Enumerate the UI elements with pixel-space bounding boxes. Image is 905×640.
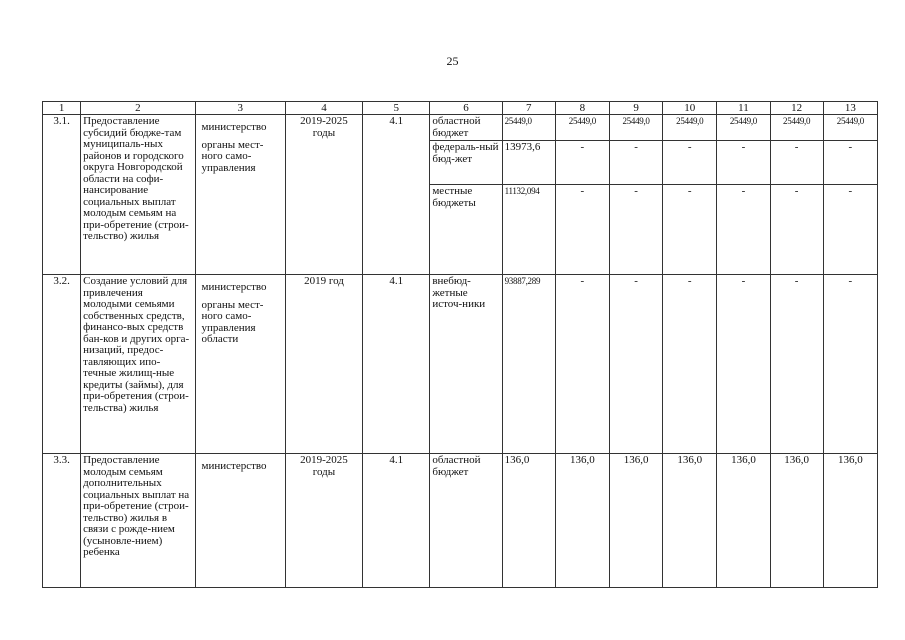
funding-value: 136,0 [609, 454, 662, 588]
page-number: 25 [446, 54, 459, 68]
funding-value: - [663, 275, 717, 454]
column-number: 1 [43, 102, 81, 115]
implementation-years: 2019 год [285, 275, 362, 454]
funding-value: 136,0 [770, 454, 823, 588]
funding-value: - [823, 141, 877, 185]
funding-value: - [609, 185, 662, 275]
executor-primary: министерство [201, 460, 267, 472]
funding-value: 25449,0 [717, 115, 770, 141]
funding-value: - [770, 275, 823, 454]
implementation-years: 2019-2025 годы [285, 115, 362, 275]
funding-value: 13973,6 [502, 141, 555, 185]
funding-value: 25449,0 [770, 115, 823, 141]
column-number: 8 [555, 102, 609, 115]
column-number: 7 [502, 102, 555, 115]
implementation-years: 2019-2025 годы [285, 454, 362, 588]
executor-secondary: органы мест-ного само-управления [201, 138, 264, 174]
funding-value: - [823, 275, 877, 454]
column-number: 6 [430, 102, 502, 115]
funding-value: 136,0 [502, 454, 555, 588]
column-number: 12 [770, 102, 823, 115]
funding-value: 136,0 [717, 454, 770, 588]
funding-value: - [555, 185, 609, 275]
funding-value: - [717, 141, 770, 185]
funding-value: - [823, 185, 877, 275]
funding-value: - [555, 141, 609, 185]
funding-value: 11132,094 [502, 185, 555, 275]
measure-name: Предоставление субсидий бюдже-там муниципаль-ных районов и городского округа Новгородской области на софи-нансирование социальных выплат молодым семьям на при-обретение (строи-тельство) жилья [81, 115, 195, 275]
executor-primary: министерство [201, 281, 267, 293]
column-number: 3 [195, 102, 285, 115]
table-row [43, 454, 878, 588]
target-indicator: 4.1 [363, 115, 430, 275]
funding-value: - [717, 185, 770, 275]
program-measures-table [42, 101, 878, 588]
table-row [43, 275, 878, 454]
column-number: 11 [717, 102, 770, 115]
column-number: 13 [823, 102, 877, 115]
funding-value: 136,0 [663, 454, 717, 588]
measure-name: Создание условий для привлечения молодыми семьями собственных средств, финансо-вых средств бан-ков и других орга-низаций, предос-тавляющих ипо-течные жилищ-ные кредиты (займы), для при-обретения (строи-тельства) жилья [81, 275, 195, 454]
table-row [43, 115, 878, 141]
funding-value: - [663, 141, 717, 185]
funding-value: - [717, 275, 770, 454]
column-number: 9 [609, 102, 662, 115]
funding-value: - [770, 185, 823, 275]
funding-source: областной бюджет [430, 115, 502, 141]
funding-value: - [609, 275, 662, 454]
executor-secondary: органы мест-ного само-управления области [201, 298, 264, 345]
row-number: 3.3. [43, 454, 81, 588]
row-number: 3.1. [43, 115, 81, 275]
executor-cell [195, 115, 285, 275]
funding-value: 136,0 [555, 454, 609, 588]
funding-value: 25449,0 [502, 115, 555, 141]
funding-value: 25449,0 [663, 115, 717, 141]
funding-value: - [663, 185, 717, 275]
target-indicator: 4.1 [363, 275, 430, 454]
funding-value: 25449,0 [609, 115, 662, 141]
funding-source: федераль-ный бюд-жет [430, 141, 502, 185]
funding-value: 25449,0 [555, 115, 609, 141]
header-row [43, 102, 878, 115]
row-number: 3.2. [43, 275, 81, 454]
funding-value: 25449,0 [823, 115, 877, 141]
executor-cell [195, 275, 285, 454]
funding-source: местные бюджеты [430, 185, 502, 275]
column-number: 10 [663, 102, 717, 115]
funding-value: - [609, 141, 662, 185]
funding-value: 136,0 [823, 454, 877, 588]
column-number: 2 [81, 102, 195, 115]
funding-source: внебюд-жетные источ-ники [430, 275, 502, 454]
column-number: 5 [363, 102, 430, 115]
funding-value: - [555, 275, 609, 454]
target-indicator: 4.1 [363, 454, 430, 588]
measure-name: Предоставление молодым семьям дополнительных социальных выплат на при-обретение (строи-тельство) жилья в связи с рожде-нием (усыновле-нием) ребенка [81, 454, 195, 588]
column-number: 4 [285, 102, 362, 115]
funding-source: областной бюджет [430, 454, 502, 588]
executor-cell [195, 454, 285, 588]
funding-value: - [770, 141, 823, 185]
funding-value: 93887,289 [502, 275, 555, 454]
executor-primary: министерство [201, 121, 267, 133]
